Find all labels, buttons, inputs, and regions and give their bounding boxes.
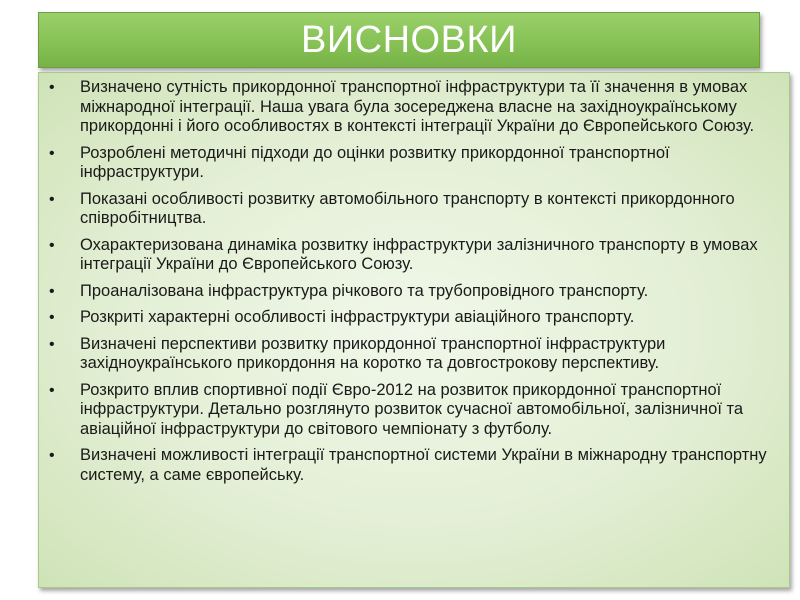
content-panel xyxy=(38,72,790,588)
list-item xyxy=(39,308,779,328)
bullet-icon: • xyxy=(49,190,55,208)
list-item-text: Розкриті характерні особливості інфраструктури авіаційного транспорту. xyxy=(80,308,635,326)
bullet-icon: • xyxy=(49,79,55,96)
list-item xyxy=(39,282,779,302)
bullet-icon: • xyxy=(49,282,55,300)
list-item xyxy=(39,144,779,183)
bullet-icon: • xyxy=(49,309,55,326)
bullet-icon: • xyxy=(49,335,55,353)
list-item-text: Показані особливості розвитку автомобільного транспорту в контексті прикордонного співробітництва. xyxy=(80,189,735,227)
list-item-text: Визначені перспективи розвитку прикордонної транспортної інфраструктури західноукраїнського прикордоння на коротко та довгострокову перспективу. xyxy=(80,334,666,372)
list-item xyxy=(39,446,779,485)
title-banner xyxy=(38,12,760,68)
list-item xyxy=(39,236,779,275)
bullet-icon: • xyxy=(49,381,55,399)
conclusions-list xyxy=(39,73,789,485)
list-item xyxy=(39,381,779,440)
bullet-icon: • xyxy=(49,144,55,162)
bullet-icon: • xyxy=(49,447,55,464)
bullet-icon: • xyxy=(49,236,55,254)
list-item-text: Проаналізована інфраструктура річкового та трубопровідного транспорту. xyxy=(80,281,649,300)
list-item-text: Визначено сутність прикордонної транспортної інфраструктури та її значення в умовах міжнародної інтеграції. Наша увага була зосереджена власне на західноукраїнському прикордонні і його особливостях в контексті інтеграції України до Європейського Союзу. xyxy=(80,78,755,135)
list-item-text: Розроблені методичні підходи до оцінки розвитку прикордонної транспортної інфраструктури. xyxy=(80,143,670,181)
list-item xyxy=(39,335,779,374)
list-item xyxy=(39,190,779,229)
list-item-text: Охарактеризована динаміка розвитку інфраструктури залізничного транспорту в умовах інтеграції України до Європейського Союзу. xyxy=(80,235,758,273)
list-item xyxy=(39,78,779,137)
slide-title: ВИСНОВКИ xyxy=(301,18,517,61)
list-item-text: Розкрито вплив спортивної події Євро-2012 на розвиток прикордонної транспортної інфраструктури. Детально розглянуто розвиток сучасної автомобільної, залізничної та авіаційної інфраструктури до світового чемпіонату з футболу. xyxy=(80,380,744,438)
list-item-text: Визначені можливості інтеграції транспортної системи України в міжнародну транспортну систему, а саме європейську. xyxy=(80,446,767,484)
